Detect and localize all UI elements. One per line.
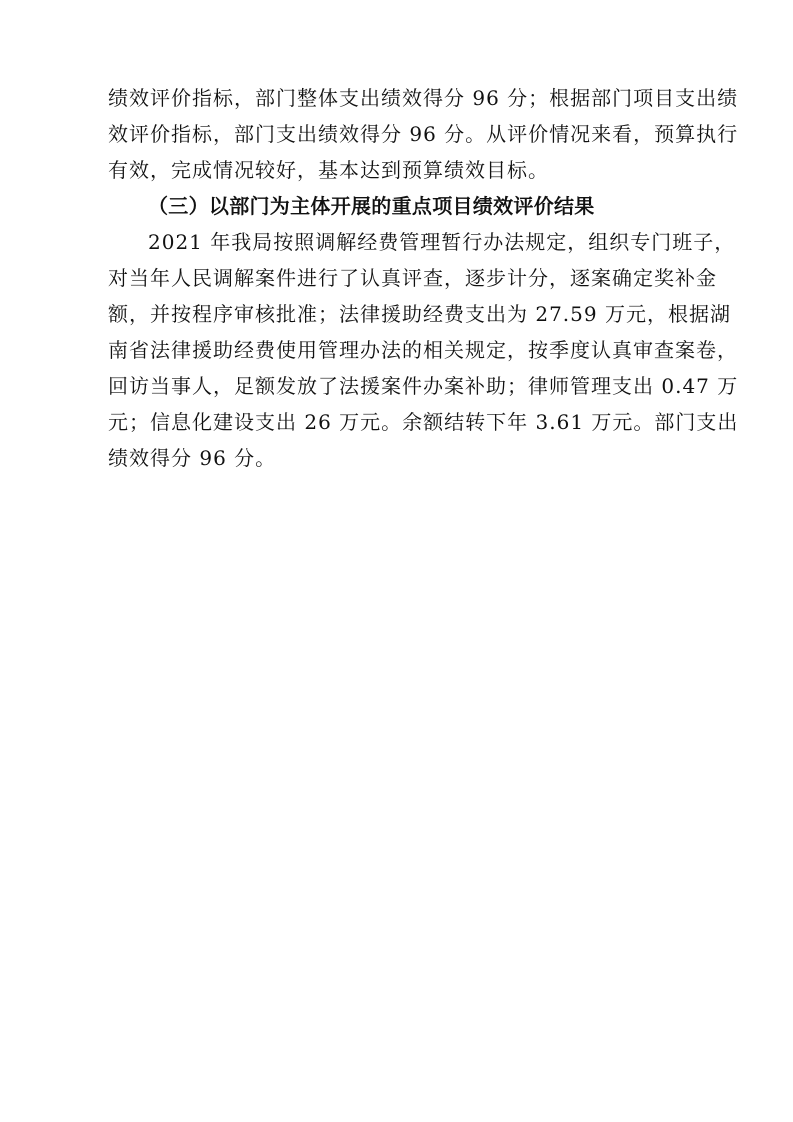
paragraph-line: 回访当事人，足额发放了法援案件办案补助；律师管理支出 0.47 万 (108, 374, 739, 398)
paragraph-line: 绩效评价指标，部门整体支出绩效得分 96 分；根据部门项目支出绩 (108, 86, 739, 110)
paragraph-line: 绩效得分 96 分。 (108, 446, 277, 470)
section-heading: （三）以部门为主体开展的重点项目绩效评价结果 (148, 194, 595, 218)
paragraph-line: 有效，完成情况较好，基本达到预算绩效目标。 (108, 158, 549, 182)
paragraph-line: 额，并按程序审核批准；法律援助经费支出为 27.59 万元，根据湖 (108, 302, 731, 326)
paragraph-line: 效评价指标，部门支出绩效得分 96 分。从评价情况来看，预算执行 (108, 122, 739, 146)
paragraph-key-project-evaluation (108, 224, 739, 476)
paragraph-performance-summary (108, 80, 739, 188)
paragraph-line: 南省法律援助经费使用管理办法的相关规定，按季度认真审查案卷， (108, 338, 738, 362)
paragraph-line: 对当年人民调解案件进行了认真评查，逐步计分，逐案确定奖补金 (108, 266, 717, 290)
paragraph-line: 2021 年我局按照调解经费管理暂行办法规定，组织专门班子， (148, 230, 736, 254)
document-body (108, 80, 739, 476)
paragraph-line: 元；信息化建设支出 26 万元。余额结转下年 3.61 万元。部门支出 (108, 410, 739, 434)
